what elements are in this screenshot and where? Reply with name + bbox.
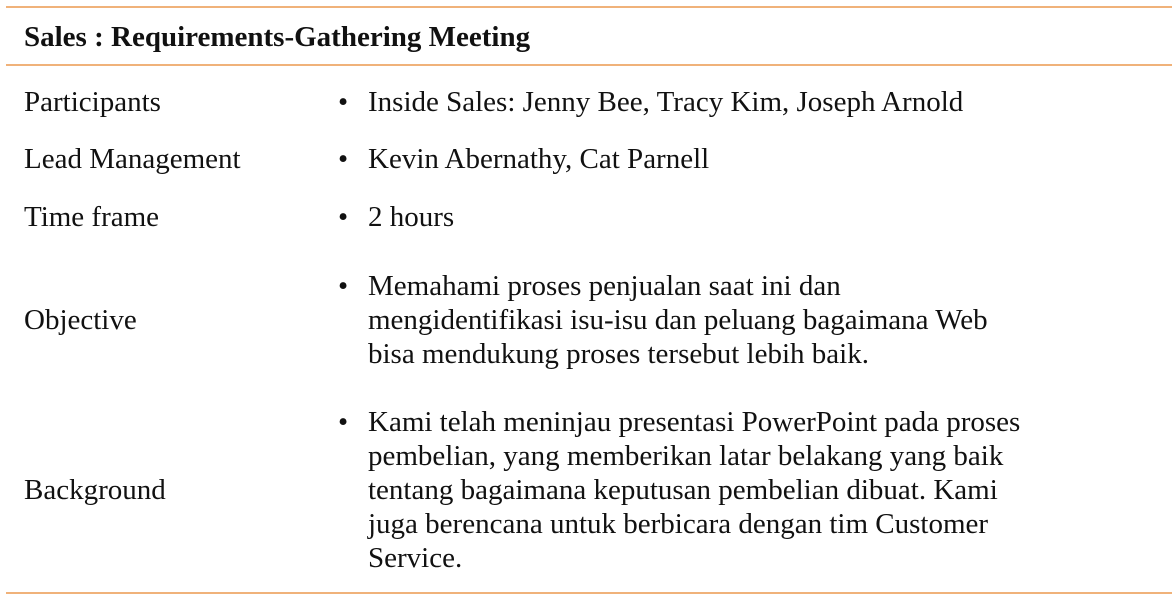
bullet: • — [338, 201, 349, 233]
row-text: Kami telah meninjau presentasi PowerPoint pada proses pembelian, yang memberikan latar belakang yang baik tentang bagaimana keputusan pembelian dibuat. Kami juga berencana untuk berbicara dengan tim Customer Service. — [368, 406, 1021, 574]
row-content — [306, 269, 1172, 371]
bullet: • — [338, 143, 349, 175]
row-label: Objective — [24, 304, 137, 336]
top-rule — [6, 6, 1172, 8]
row-text: Inside Sales: Jenny Bee, Tracy Kim, Joseph Arnold — [368, 86, 964, 118]
row-lead-management — [6, 130, 1172, 188]
row-content — [306, 142, 1172, 176]
row-objective — [6, 246, 1172, 388]
row-label: Time frame — [24, 201, 160, 233]
row-label: Background — [24, 474, 166, 506]
table-body — [6, 66, 1172, 588]
bullet: • — [338, 406, 349, 438]
row-content — [306, 405, 1172, 575]
meeting-table — [6, 6, 1172, 594]
row-background — [6, 388, 1172, 588]
row-participants — [6, 66, 1172, 130]
table-title: Sales : Requirements-Gathering Meeting — [24, 21, 531, 53]
row-label: Lead Management — [24, 143, 241, 175]
row-label: Participants — [24, 86, 161, 118]
row-time-frame — [6, 188, 1172, 246]
bullet: • — [338, 86, 349, 118]
bottom-rule — [6, 592, 1172, 594]
row-content — [306, 200, 1172, 234]
row-text: Memahami proses penjualan saat ini dan mengidentifikasi isu-isu dan peluang bagaimana Web bisa mendukung proses tersebut lebih baik. — [368, 270, 988, 370]
row-content — [306, 85, 1172, 119]
row-text: Kevin Abernathy, Cat Parnell — [368, 143, 710, 175]
row-text: 2 hours — [368, 201, 455, 233]
bullet: • — [338, 270, 349, 302]
